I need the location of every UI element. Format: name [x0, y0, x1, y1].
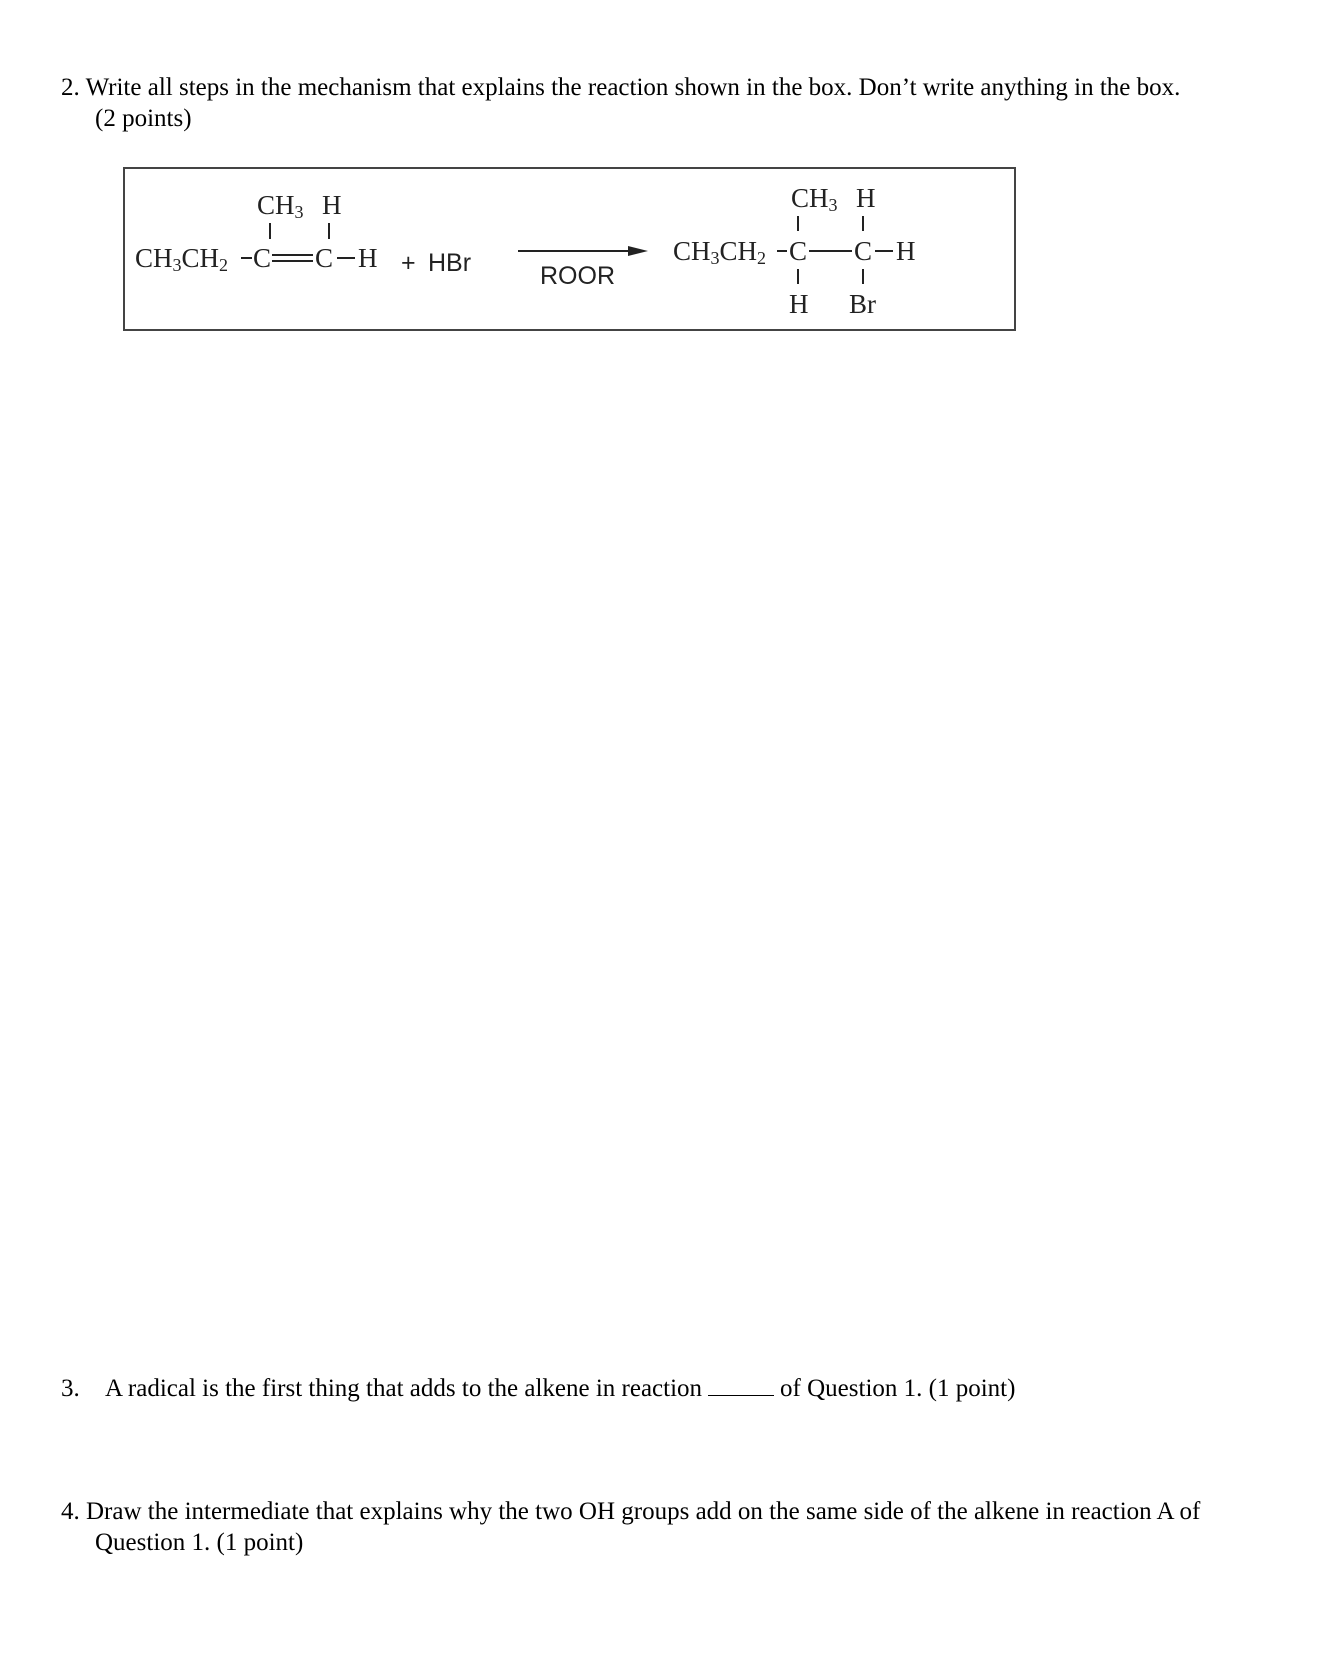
product-chain: CH3CH2	[673, 236, 767, 268]
question-4-line	[61, 1496, 1301, 1527]
question-3-text-before: A radical is the first thing that adds to the alkene in reaction	[105, 1375, 703, 1402]
product-carbon-2: C	[854, 236, 873, 266]
reaction-arrow	[518, 246, 648, 256]
reaction-box	[123, 167, 1016, 331]
reactant-chain: CH3CH2	[135, 243, 229, 275]
condition-roor: ROOR	[540, 262, 615, 290]
product-carbon-1: C	[789, 236, 808, 266]
question-2-line	[61, 72, 1291, 103]
product-h-end: H	[896, 236, 916, 266]
product-br-bottom: Br	[849, 289, 876, 319]
reactant-carbon-1: C	[253, 243, 272, 273]
reactant-h-top: H	[322, 190, 342, 220]
question-2-points: (2 points)	[95, 105, 192, 132]
reagent-hbr: HBr	[428, 249, 472, 277]
question-4	[61, 1496, 1301, 1558]
question-3-text-after: of Question 1. (1 point)	[780, 1375, 1016, 1402]
reaction-scheme	[125, 169, 1018, 333]
answer-blank[interactable]	[708, 1375, 774, 1396]
question-3	[61, 1373, 1291, 1404]
product-h-top: H	[856, 183, 876, 213]
product-structure	[673, 183, 916, 319]
reactant-structure	[135, 190, 378, 275]
question-2-text: Write all steps in the mechanism that explains the reaction shown in the box. Don’t write anything in the box.	[85, 74, 1181, 101]
reactant-ch3-top: CH3	[257, 190, 304, 222]
reactant-carbon-2: C	[315, 243, 334, 273]
question-4-text: Draw the intermediate that explains why the two OH groups add on the same side of the alkene in reaction A of	[86, 1498, 1201, 1525]
question-2	[61, 72, 1291, 134]
plus-sign: +	[401, 249, 416, 277]
question-4-number: 4.	[61, 1498, 80, 1525]
question-4-text-line2: Question 1. (1 point)	[95, 1529, 304, 1556]
question-2-number: 2.	[61, 74, 80, 101]
question-3-number: 3.	[61, 1375, 80, 1402]
product-ch3-top: CH3	[791, 183, 838, 215]
reactant-h-end: H	[358, 243, 378, 273]
product-h-bottom: H	[789, 289, 809, 319]
